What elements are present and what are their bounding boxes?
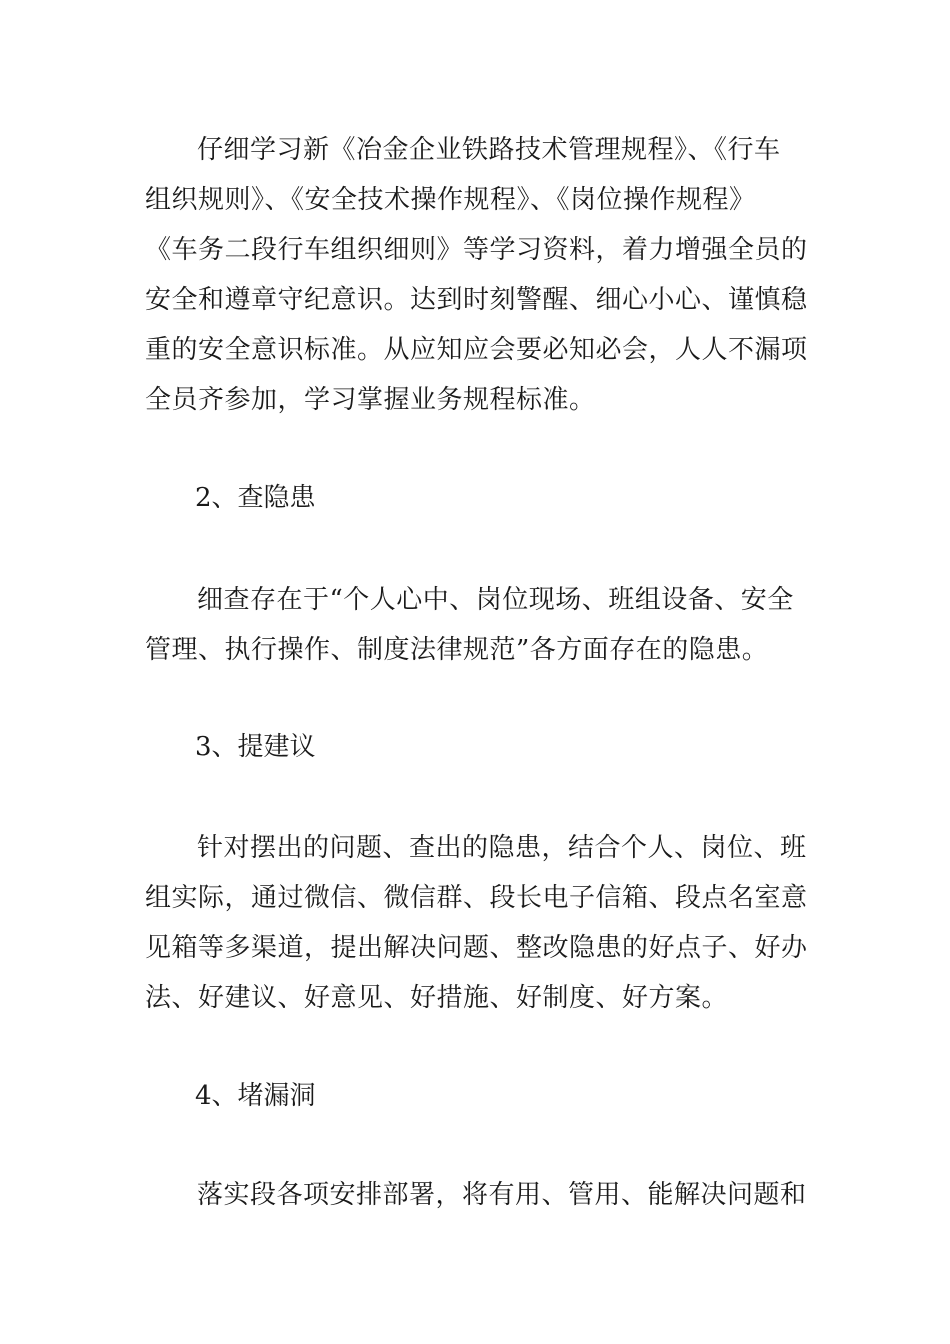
paragraph-make-suggestions [145, 823, 810, 1023]
text-line: 仔细学习新《冶金企业铁路技术管理规程》、《行车 [197, 135, 781, 165]
paragraph-study-regulations [145, 125, 810, 425]
text-line: 《车务二段行车组织细则》等学习资料，着力增强全员的 [145, 235, 808, 265]
heading-check-hazards: 2、查隐患 [195, 483, 316, 513]
text-line: 全员齐参加，学习掌握业务规程标准。 [145, 385, 596, 415]
text-line: 针对摆出的问题、查出的隐患，结合个人、岗位、班 [197, 833, 807, 863]
text-line: 法、好建议、好意见、好措施、好制度、好方案。 [145, 983, 729, 1013]
text-line: 落实段各项安排部署，将有用、管用、能解决问题和 [197, 1180, 807, 1210]
text-line: 细查存在于“个人心中、岗位现场、班组设备、安全 [197, 585, 794, 615]
paragraph-plug-loopholes [145, 1170, 810, 1220]
heading-plug-loopholes: 4、堵漏洞 [195, 1081, 316, 1111]
paragraph-check-hazards [145, 575, 810, 675]
text-line: 安全和遵章守纪意识。达到时刻警醒、细心小心、谨慎稳 [145, 285, 808, 315]
text-line: 组织规则》、《安全技术操作规程》、《岗位操作规程》 [145, 185, 756, 215]
text-line: 组实际，通过微信、微信群、段长电子信箱、段点名室意 [145, 883, 808, 913]
text-line: 重的安全意识标准。从应知应会要必知必会，人人不漏项 [145, 335, 808, 365]
text-line: 管理、执行操作、制度法律规范”各方面存在的隐患。 [145, 635, 769, 665]
text-line: 见箱等多渠道，提出解决问题、整改隐患的好点子、好办 [145, 933, 808, 963]
heading-make-suggestions: 3、提建议 [195, 732, 316, 762]
